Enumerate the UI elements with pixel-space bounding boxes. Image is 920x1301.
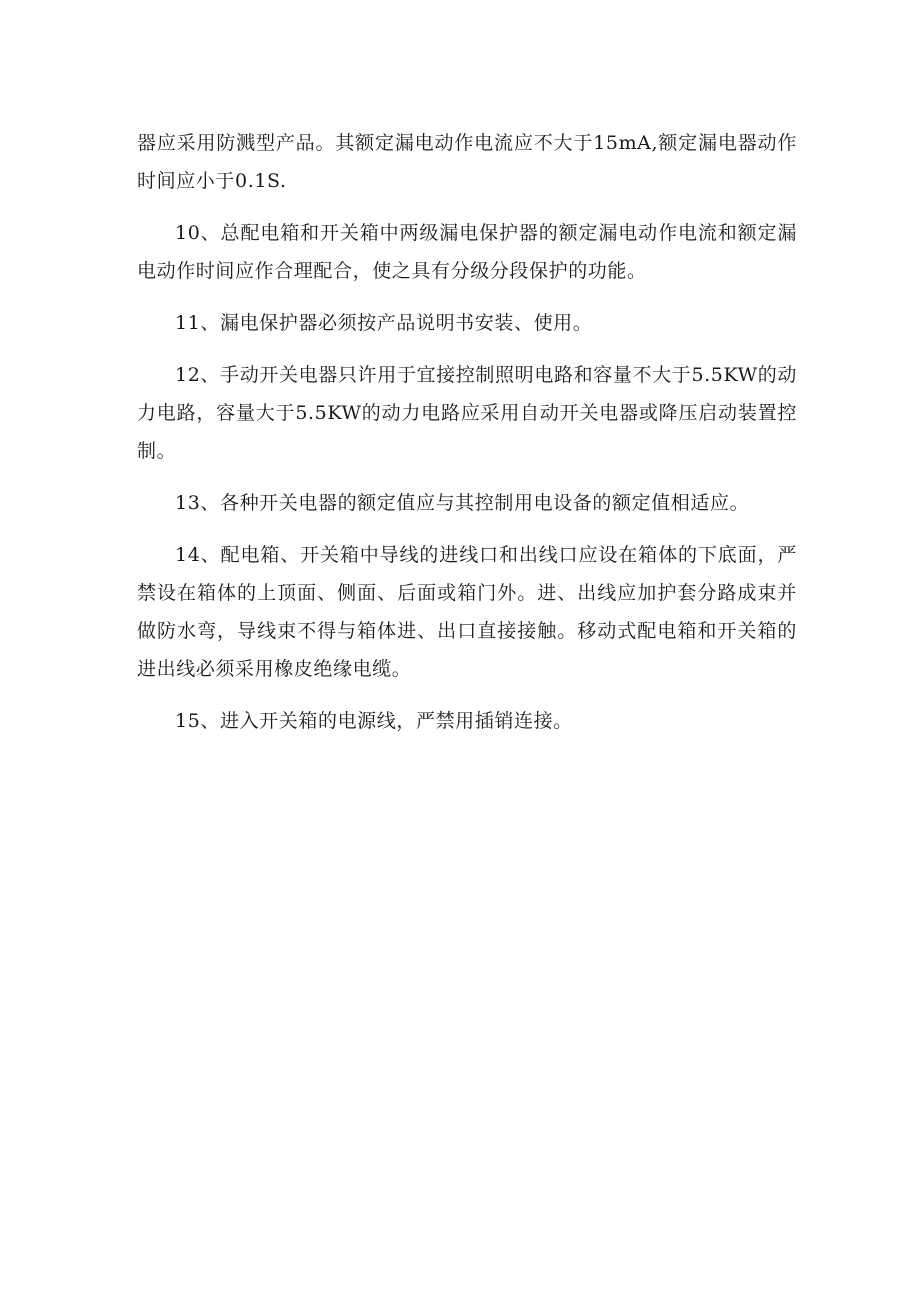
paragraph-item-11: 11、漏电保护器必须按产品说明书安装、使用。: [175, 312, 593, 334]
document-body: [137, 124, 797, 754]
paragraph-item-10: 10、总配电箱和开关箱中两级漏电保护器的额定漏电动作电流和额定漏电动作时间应作合理配合，使之具有分级分段保护的功能。: [137, 222, 797, 282]
paragraph-continuation: 器应采用防溅型产品。其额定漏电动作电流应不大于15mA,额定漏电器动作时间应小于0.1S.: [137, 132, 797, 192]
paragraph-item-12: 12、手动开关电器只许用于宜接控制照明电路和容量不大于5.5KW的动力电路，容量大于5.5KW的动力电路应采用自动开关电器或降压启动装置控制。: [137, 364, 797, 462]
paragraph-item-14: 14、配电箱、开关箱中导线的进线口和出线口应设在箱体的下底面，严禁设在箱体的上顶面、侧面、后面或箱门外。进、出线应加护套分路成束并做防水弯，导线束不得与箱体进、出口直接接触。移动式配电箱和开关箱的进出线必须采用橡皮绝缘电缆。: [137, 544, 797, 680]
paragraph-item-13: 13、各种开关电器的额定值应与其控制用电设备的额定值相适应。: [175, 492, 750, 514]
paragraph-item-15: 15、进入开关箱的电源线，严禁用插销连接。: [175, 710, 573, 732]
